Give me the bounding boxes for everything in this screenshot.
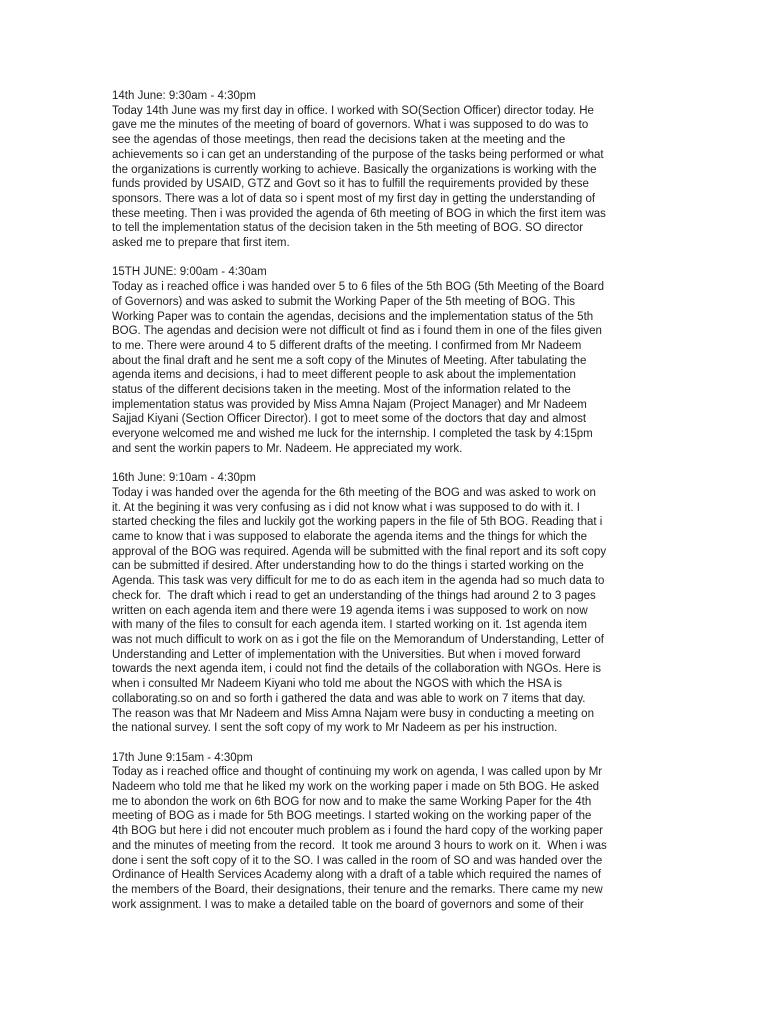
entry-text-line: me to abondon the work on 6th BOG for now and to make the same Working Paper for the 4th xyxy=(112,795,592,808)
entry-text-line: about the final draft and he sent me a soft copy of the Minutes of Meeting. After tabulating the xyxy=(112,354,587,367)
entry-text-line: done i sent the soft copy of it to the SO. I was called in the room of SO and was handed over the xyxy=(112,854,603,867)
entry-text-line: everyone welcomed me and wished me luck for the internship. I completed the task by 4:15pm xyxy=(112,428,593,441)
entry-text-line: towards the next agenda item, i could not find the details of the collaboration with NGOs. Here is xyxy=(112,663,602,676)
entry-text-line: BOG. The agendas and decision were not difficult ot find as i found them in one of the files given xyxy=(112,325,602,338)
entry-text-line: meeting of BOG as i made for 5th BOG meetings. I started woking on the working paper of the xyxy=(112,810,592,823)
entry-heading: 15TH JUNE: 9:00am - 4:30am xyxy=(112,266,267,279)
entry-text-line: Sajjad Kiyani (Section Officer Director). I got to meet some of the doctors that day and almost xyxy=(112,413,587,426)
entry-heading: 14th June: 9:30am - 4:30pm xyxy=(112,90,256,102)
entry-text-line: The reason was that Mr Nadeem and Miss Amna Najam were busy in conducting a meeting on xyxy=(112,707,594,720)
entry-text-line: work assignment. I was to make a detailed table on the board of governors and some of their xyxy=(112,898,584,911)
entry-text-line: Working Paper was to contain the agendas, decisions and the implementation status of the 5th xyxy=(112,310,594,323)
entry-text-line: Today i was handed over the agenda for the 6th meeting of the BOG and was asked to work on xyxy=(112,486,596,499)
entry-text-line: approval of the BOG was required. Agenda will be submitted with the final report and its soft copy xyxy=(112,545,607,558)
entry-text-line: funds provided by USAID, GTZ and Govt so it has to fulfill the requirements provided by these xyxy=(112,178,589,191)
entry-text-line: of Governors) and was asked to submit the Working Paper of the 5th meeting of BOG. This xyxy=(112,295,575,308)
entry-text-line: agenda items and decisions, i had to meet different people to ask about the implementation xyxy=(112,369,576,382)
entry-text-line: Today 14th June was my first day in office. I worked with SO(Section Officer) director today. He xyxy=(112,104,594,117)
entry-text-line: was not much difficult to work on as i got the file on the Memorandum of Understanding, Letter of xyxy=(112,633,604,646)
entry-text-line: and sent the workin papers to Mr. Nadeem. He appreciated my work. xyxy=(112,442,463,455)
entry-text-line: asked me to prepare that first item. xyxy=(112,237,290,250)
entry-text-line: collaborating.so on and so forth i gathered the data and was able to work on 7 items that day. xyxy=(112,692,586,705)
entry-text-line: can be submitted if desired. After understanding how to do the things i started working on the xyxy=(112,560,584,573)
diary-entry xyxy=(112,265,657,456)
entry-text-line: Agenda. This task was very difficult for me to do as each item in the agenda had so much data to xyxy=(112,575,605,588)
entry-heading: 16th June: 9:10am - 4:30pm xyxy=(112,472,256,485)
entry-text-line: these meeting. Then i was provided the agenda of 6th meeting of BOG in which the first item was xyxy=(112,207,606,220)
entry-text-line: Today as i reached office and thought of continuing my work on agenda, I was called upon by Mr xyxy=(112,766,603,779)
document-body xyxy=(112,89,657,927)
entry-text-line: the national survey. I sent the soft copy of my work to Mr Nadeem as per his instruction. xyxy=(112,722,558,735)
entry-text-line: Ordinance of Health Services Academy along with a draft of a table which required the names of xyxy=(112,869,602,882)
entry-text-line: implementation status was provided by Miss Amna Najam (Project Manager) and Mr Nadeem xyxy=(112,398,587,411)
entry-text-line: gave me the minutes of the meeting of board of governors. What i was supposed to do was to xyxy=(112,119,589,132)
entry-text-line: Nadeem who told me that he liked my work on the working paper i made on 5th BOG. He asked xyxy=(112,781,600,793)
entry-text-line: the organizations is currently working to achieve. Basically the organizations is working with the xyxy=(112,163,597,176)
entry-text-line: written on each agenda item and there were 19 agenda items i was supposed to work on now xyxy=(112,604,588,617)
diary-entry xyxy=(112,751,657,913)
entry-heading: 17th June 9:15am - 4:30pm xyxy=(112,751,253,764)
entry-text-line: Today as i reached office i was handed over 5 to 6 files of the 5th BOG (5th Meeting of the Board xyxy=(112,281,605,294)
entry-text-line: Understanding and Letter of implementation with the Universities. But when i moved forward xyxy=(112,648,581,661)
entry-text-line: and the minutes of meeting from the record. It took me around 3 hours to work on it. When i was xyxy=(112,839,607,852)
entry-text-line: see the agendas of those meetings, then read the decisions taken at the meeting and the xyxy=(112,134,566,147)
entry-text-line: achievements so i can get an understanding of the purpose of the tasks being performed or what xyxy=(112,148,604,161)
entry-text-line: it. At the begining it was very confusing as i did not know what i was supposed to do with it. I xyxy=(112,501,580,514)
entry-text-line: came to know that i was supposed to elaborate the agenda items and the things for which the xyxy=(112,531,587,544)
entry-text-line: sponsors. There was a lot of data so i spent most of my first day in getting the understanding of xyxy=(112,192,596,205)
entry-text-line: status of the different decisions taken in the meeting. Most of the information related to the xyxy=(112,384,571,397)
diary-entry xyxy=(112,471,657,736)
entry-text-line: check for. The draft which i read to get an understanding of the things had around 2 to 3 pages xyxy=(112,589,596,602)
entry-text-line: 4th BOG but here i did not encouter much problem as i found the hard copy of the working paper xyxy=(112,825,603,838)
entry-text-line: to me. There were around 4 to 5 different drafts of the meeting. I confirmed from Mr Nadeem xyxy=(112,339,582,352)
entry-text-line: with many of the files to consult for each agenda item. I started working on it. 1st agenda item xyxy=(112,619,587,632)
entry-text-line: to tell the implementation status of the decision taken in the 5th meeting of BOG. SO director xyxy=(112,222,584,235)
diary-entry xyxy=(112,89,657,251)
entry-text-line: started checking the files and luckily got the working papers in the file of 5th BOG. Reading that i xyxy=(112,516,603,529)
entry-text-line: when i consulted Mr Nadeem Kiyani who told me about the NGOS with which the HSA is xyxy=(112,678,562,691)
entry-text-line: the members of the Board, their designations, their tenure and the remarks. There came my new xyxy=(112,883,603,896)
